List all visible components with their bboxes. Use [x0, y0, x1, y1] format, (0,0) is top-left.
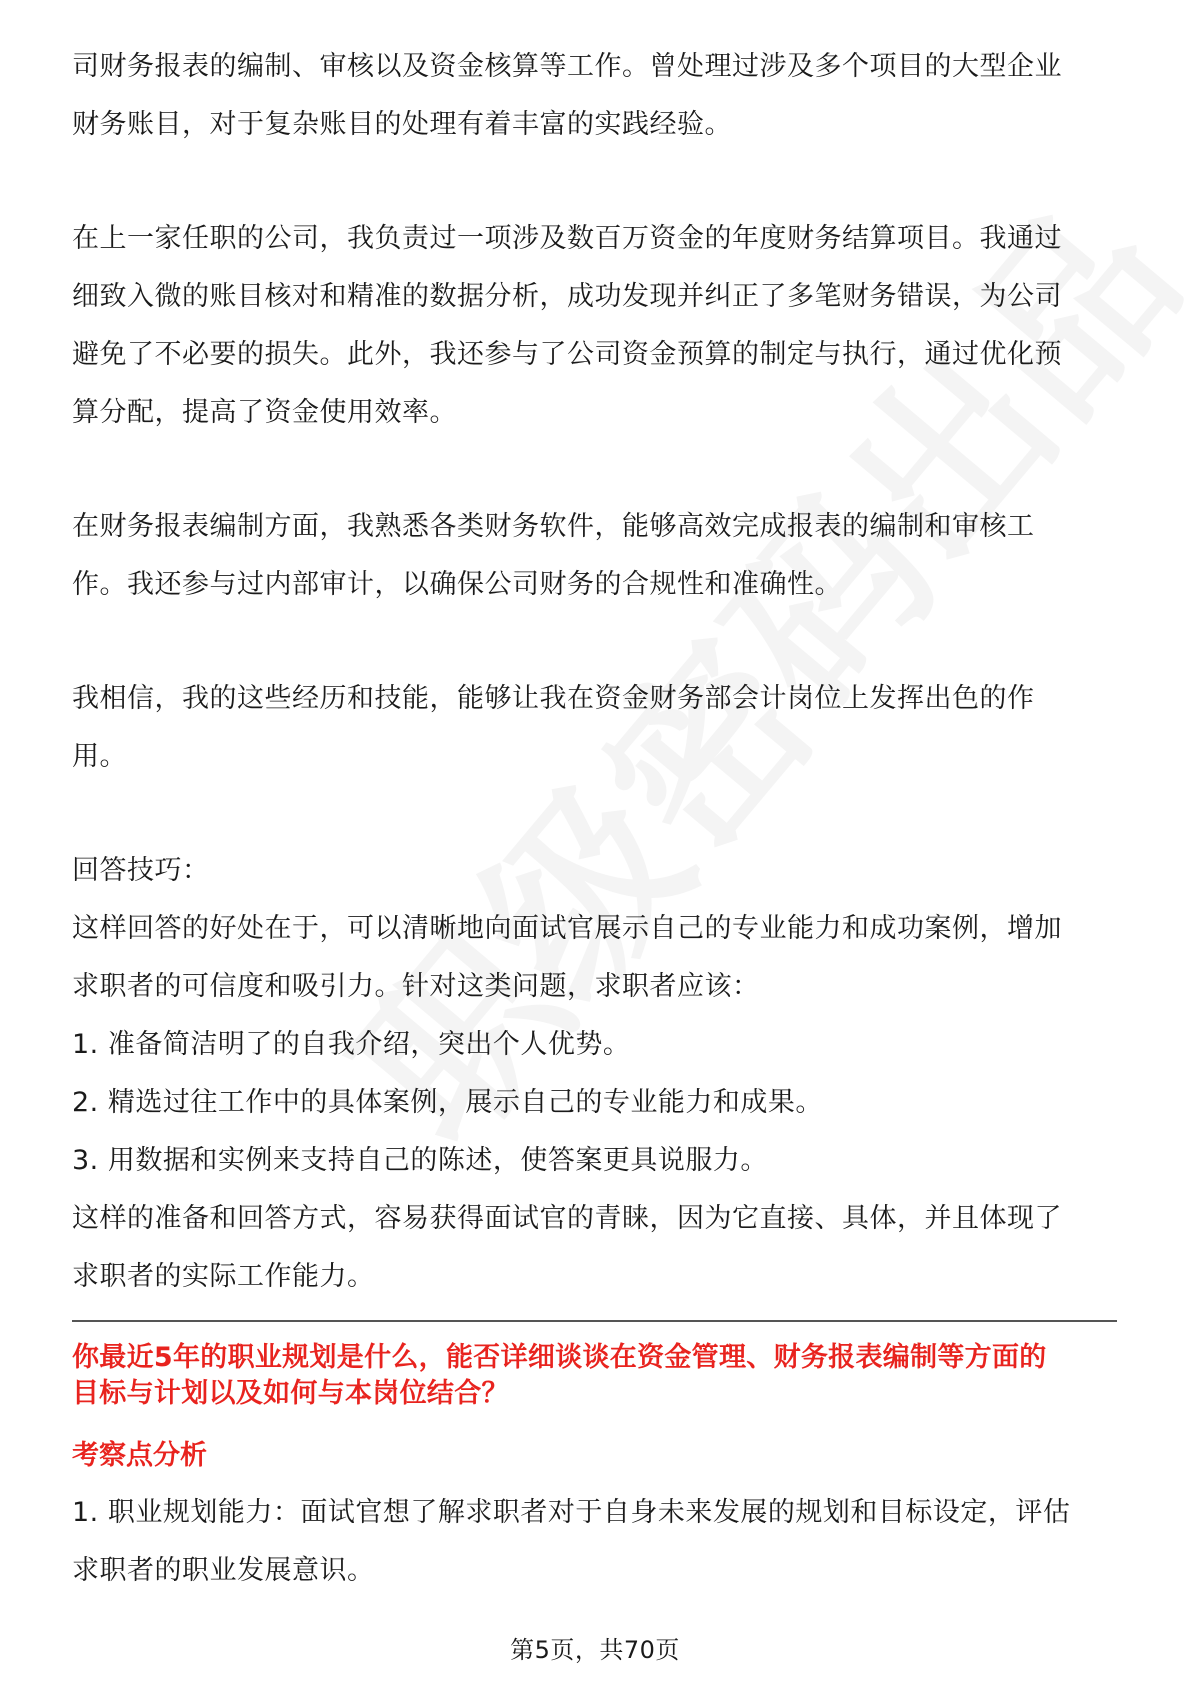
text-line: 这样回答的好处在于，可以清晰地向面试官展示自己的专业能力和成功案例，增加: [72, 913, 1062, 944]
tips-section: [72, 842, 1117, 1306]
document-page: [72, 38, 1117, 1600]
analysis-title: 考察点分析: [72, 1440, 207, 1471]
text-line: 求职者的职业发展意识。: [72, 1555, 375, 1586]
paragraph-4: [72, 670, 1117, 786]
tips-heading: 回答技巧：: [72, 855, 210, 886]
list-item: 1. 准备简洁明了的自我介绍，突出个人优势。: [72, 1029, 631, 1060]
text-line: 财务账目，对于复杂账目的处理有着丰富的实践经验。: [72, 109, 732, 140]
text-line: 司财务报表的编制、审核以及资金核算等工作。曾处理过涉及多个项目的大型企业: [72, 51, 1062, 82]
paragraph-1: [72, 38, 1117, 154]
text-line: 算分配，提高了资金使用效率。: [72, 397, 457, 428]
text-line: 这样的准备和回答方式，容易获得面试官的青睐，因为它直接、具体，并且体现了: [72, 1203, 1062, 1234]
text-line: 作。我还参与过内部审计，以确保公司财务的合规性和准确性。: [72, 569, 842, 600]
question-block: [72, 1340, 1117, 1600]
paragraph-2: [72, 210, 1117, 442]
text-line: 在上一家任职的公司，我负责过一项涉及数百万资金的年度财务结算项目。我通过: [72, 223, 1062, 254]
page-number: 第5页，共70页: [510, 1636, 680, 1664]
list-item: 3. 用数据和实例来支持自己的陈述，使答案更具说服力。: [72, 1145, 768, 1176]
question-title: 目标与计划以及如何与本岗位结合？: [72, 1378, 509, 1409]
text-line: 我相信，我的这些经历和技能，能够让我在资金财务部会计岗位上发挥出色的作: [72, 683, 1035, 714]
list-item: 2. 精选过往工作中的具体案例，展示自己的专业能力和成果。: [72, 1087, 823, 1118]
section-divider: [72, 1320, 1117, 1322]
question-title: 你最近5年的职业规划是什么，能否详细谈谈在资金管理、财务报表编制等方面的: [72, 1342, 1047, 1373]
text-line: 细致入微的账目核对和精准的数据分析，成功发现并纠正了多笔财务错误，为公司: [72, 281, 1062, 312]
text-line: 避免了不必要的损失。此外，我还参与了公司资金预算的制定与执行，通过优化预: [72, 339, 1062, 370]
text-line: 用。: [72, 741, 127, 772]
paragraph-3: [72, 498, 1117, 614]
text-line: 1. 职业规划能力：面试官想了解求职者对于自身未来发展的规划和目标设定，评估: [72, 1497, 1071, 1528]
text-line: 求职者的可信度和吸引力。针对这类问题，求职者应该：: [72, 971, 760, 1002]
text-line: 在财务报表编制方面，我熟悉各类财务软件，能够高效完成报表的编制和审核工: [72, 511, 1035, 542]
text-line: 求职者的实际工作能力。: [72, 1261, 375, 1292]
